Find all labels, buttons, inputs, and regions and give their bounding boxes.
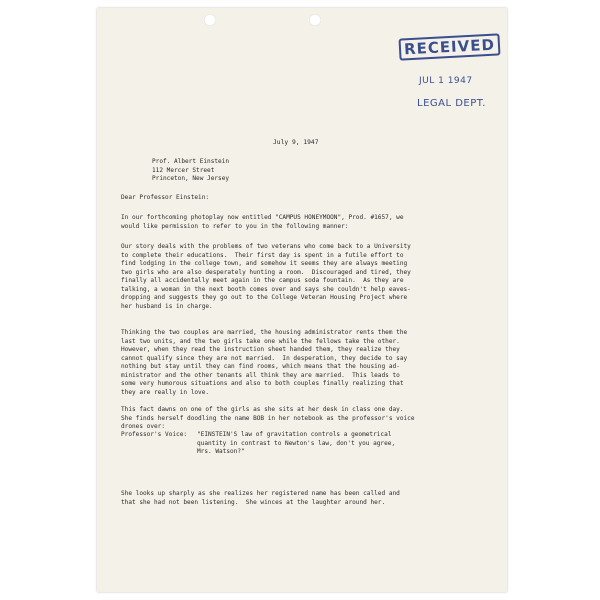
stamp-date: JUL 1 1947	[419, 76, 473, 86]
recipient-address: Prof. Albert Einstein 112 Mercer Street Princeton, New Jersey	[152, 158, 230, 182]
story-paragraph-1: Our story deals with the problems of two veterans who come back to a University to complete their educations. Their first day is spent in a futile effort to find lodging in the college town, and somehow it seems they are always meeting two girls who are also desperately hunting a room. Discouraged and tired, they finally all accidentally meet again in the campus soda fountain. As they are talking, a woman in the next booth comes over and says she couldn't help eaves- dropping and suggests they go out to the College Veteran Housing Project where her husband is in charge.	[121, 243, 411, 310]
salutation: Dear Professor Einstein:	[121, 194, 210, 201]
letter-date: July 9, 1947	[273, 139, 319, 146]
professor-quote: "EINSTEIN'S law of gravitation controls a geometrical quantity in contrast to Newton's law, don't you agree, Mrs. Watson?"	[197, 431, 396, 455]
punch-hole-left	[204, 14, 216, 26]
stamp-department: LEGAL DEPT.	[417, 98, 486, 109]
story-paragraph-3: This fact dawns on one of the girls as she sits at her desk in class one day. She finds herself doodling the name BOB in her notebook as the professor's voice drones over:	[121, 406, 415, 430]
letter-page	[97, 8, 507, 592]
intro-paragraph: In our forthcoming photoplay now entitled "CAMPUS HONEYMOON", Prod. #1657, we would like permission to refer to you in the following manner:	[121, 214, 404, 230]
punch-hole-right	[309, 14, 321, 26]
story-paragraph-4: She looks up sharply as she realizes her registered name has been called and that she had not been listening. She winces at the laughter around her.	[121, 490, 400, 506]
voice-label: Professor's Voice:	[121, 431, 188, 438]
received-stamp: RECEIVED	[398, 33, 500, 60]
story-paragraph-2: Thinking the two couples are married, the housing administrator rents them the last two units, and the two girls take one while the fellows take the other. However, when they read the instruction sheet handed them, they realize they cannot qualify since they are not married. In desperation, they decide to say nothing but stay until they can find rooms, which means that the housing ad- ministrator and the other tenants all think they are married. This leads to some very humorous situations and also to both couples finally realizing that they are really in love.	[121, 329, 408, 396]
